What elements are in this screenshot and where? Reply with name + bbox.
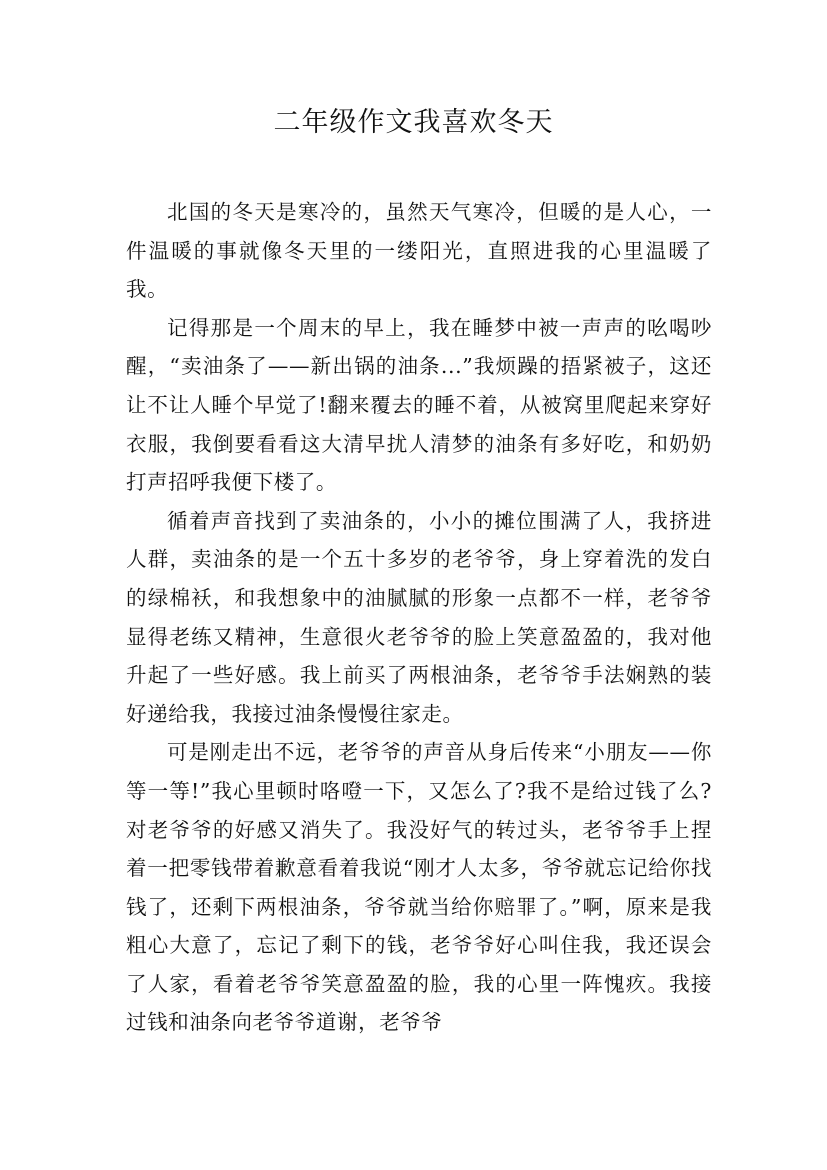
paragraph: 北国的冬天是寒冷的，虽然天气寒冷，但暖的是人心，一件温暖的事就像冬天里的一缕阳光，直照进我的心里温暖了我。	[126, 200, 712, 302]
document-body	[126, 193, 712, 1042]
paragraph: 循着声音找到了卖油条的，小小的摊位围满了人，我挤进人群，卖油条的是一个五十多岁的老爷爷，身上穿着洗的发白的绿棉袄，和我想象中的油腻腻的形象一点都不一样，老爷爷显得老练又精神，生意很火老爷爷的脸上笑意盈盈的，我对他升起了一些好感。我上前买了两根油条，老爷爷手法娴熟的装好递给我，我接过油条慢慢往家走。	[126, 508, 712, 726]
paragraph: 记得那是一个周末的早上，我在睡梦中被一声声的吆喝吵醒，“卖油条了——新出锅的油条...”我烦躁的捂紧被子，这还让不让人睡个早觉了!翻来覆去的睡不着，从被窝里爬起来穿好衣服，我倒要看看这大清早扰人清梦的油条有多好吃，和奶奶打声招呼我便下楼了。	[126, 315, 712, 495]
paragraph: 可是刚走出不远，老爷爷的声音从身后传来“小朋友——你等一等!”我心里顿时咯噔一下，又怎么了?我不是给过钱了么?对老爷爷的好感又消失了。我没好气的转过头，老爷爷手上捏着一把零钱带着歉意看着我说“刚才人太多，爷爷就忘记给你找钱了，还剩下两根油条，爷爷就当给你赔罪了。”啊，原来是我粗心大意了，忘记了剩下的钱，老爷爷好心叫住我，我还误会了人家，看着老爷爷笑意盈盈的脸，我的心里一阵愧疚。我接过钱和油条向老爷爷道谢，老爷爷	[126, 740, 712, 1035]
document-title: 二年级作文我喜欢冬天	[273, 107, 554, 138]
